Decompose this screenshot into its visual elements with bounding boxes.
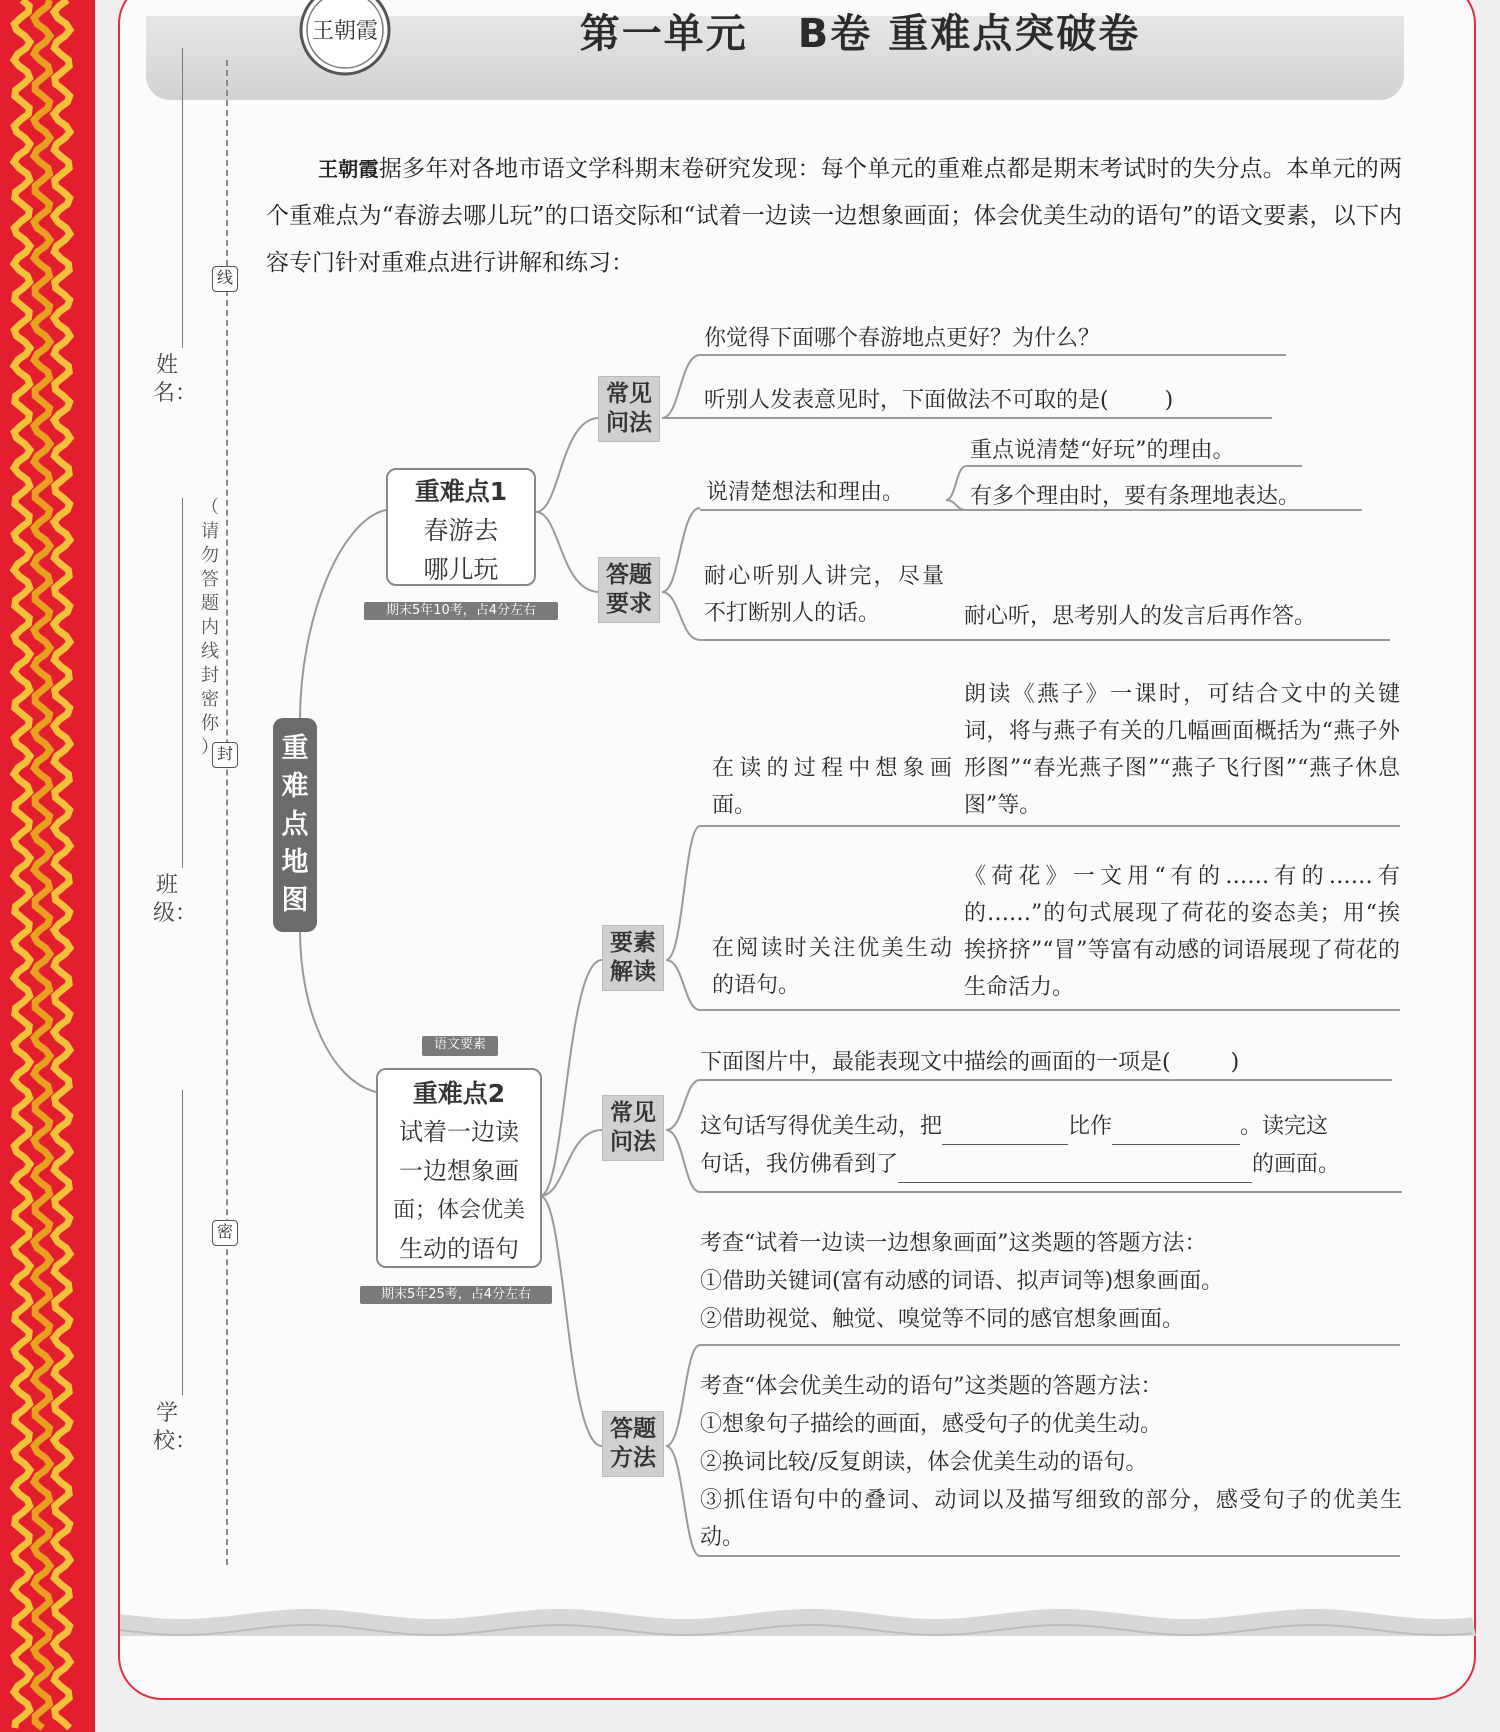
footer-wave-decoration [120,1596,1476,1660]
node1-line-2: 哪儿玩 [423,555,499,584]
node-key-point-2 [376,1068,542,1268]
intro-brand: 王朝霞 [318,157,379,181]
node-key-point-1 [386,468,536,586]
node2-title: 重难点2 [412,1079,506,1108]
seal-tag-seal: 封 [212,742,238,768]
node2-element-2-detail: 《荷花》一文用“有的……有的……有的……”的句式展现了荷花的姿态美；用“挨挨挤挤”“冒”等富有动感的词语展现了荷花的生命活力。 [964,864,1400,1000]
node2-line-4: 生动的语句 [399,1235,519,1263]
seal-tag-secret: 密 [212,1220,238,1246]
node1-title: 重难点1 [414,477,508,506]
blank-compare-object[interactable] [1112,1117,1240,1145]
node2-line-3: 面；体会优美 [392,1198,525,1223]
node1-req-2a: 耐心听，思考别人的发言后再作答。 [964,604,1317,629]
node2-method-1-title: 考查“试着一边读一边想象画面”这类题的答题方法： [700,1231,1207,1256]
seal-note: （ 请 勿 答 题 内 线 封 密 你 ） [201,497,219,758]
node2-method-1-item-1: ①借助关键词(富有动感的词语、拟声词等)想象画面。 [700,1269,1224,1294]
node2-element-2: 在阅读时关注优美生动的语句。 [712,936,952,998]
title-paper: B卷 重难点突破卷 [797,11,1141,57]
node2-element-1: 在读的过程中想象画面。 [712,756,952,818]
node2-cat-common-questions: 常见问法 [602,1095,664,1161]
node2-element-1-detail: 朗读《燕子》一课时，可结合文中的关键词，将与燕子有关的几幅画面概括为“燕子外形图”“春光燕子图”“燕子飞行图”“燕子休息图”等。 [964,682,1400,818]
node2-method-2-item-1: ①想象句子描绘的画面，感受句子的优美生动。 [700,1412,1163,1437]
node2-question-2-line-1: 这句话写得优美生动，把 比作 。读完这 [700,1108,1328,1145]
node2-line-1: 试着一边读 [399,1118,519,1146]
logo-text: 王朝霞 [311,19,379,44]
node2-question-2-line-2: 句话，我仿佛看到了 的画面。 [700,1146,1340,1183]
seal-tag-line: 线 [212,266,238,292]
node2-method-2-item-2: ②换词比较/反复朗读，体会优美生动的语句。 [700,1450,1148,1475]
node2-cat-answer-methods: 答题方法 [602,1411,664,1477]
title-unit: 第一单元 [579,11,748,57]
node2-tag: 语文要素 [422,1036,498,1056]
node2-method-2-item-3: ③抓住语句中的叠词、动词以及描写细致的部分，感受句子的优美生动。 [700,1488,1402,1550]
intro-text: 据多年对各地市语文学科期末卷研究发现：每个单元的重难点都是期末考试时的失分点。本单元的两个重难点为“春游去哪儿玩”的口语交际和“试着一边读一边想象画面；体会优美生动的语句”的语文要素，以下内容专门针对重难点进行讲解和练习： [266,156,1403,276]
blank-imagined-scene[interactable] [898,1155,1252,1183]
node1-exam-badge: 期末5年10考，占4分左右 [364,602,558,620]
node2-cat-element-interpretation: 要素解读 [602,925,664,991]
node1-req-1b: 有多个理由时，要有条理地表达。 [970,484,1301,509]
field-label-class: 班级： [153,873,198,926]
node2-line-2: 一边想象画 [399,1157,519,1185]
field-label-name: 姓名： [153,353,198,406]
node1-req-2: 耐心听别人讲完，尽量不打断别人的话。 [704,564,944,626]
node1-cat-answer-requirements: 答题要求 [598,557,660,623]
root-label: 重难点地图 [281,733,309,916]
node1-question-1: 你觉得下面哪个春游地点更好？为什么？ [704,326,1101,351]
node1-req-1: 说清楚想法和理由。 [706,480,905,505]
node2-exam-badge: 期末5年25考，占4分左右 [360,1286,552,1304]
node1-req-1a: 重点说清楚“好玩”的理由。 [970,438,1235,463]
node1-line-1: 春游去 [423,516,499,545]
node2-method-1-item-2: ②借助视觉、触觉、嗅觉等不同的感官想象画面。 [700,1307,1185,1332]
node1-cat-common-questions: 常见问法 [598,376,660,442]
blank-compare-subject[interactable] [942,1117,1068,1145]
field-label-school: 学校： [153,1401,198,1454]
node1-question-2: 听别人发表意见时，下面做法不可取的是( ) [704,388,1174,413]
node2-question-1: 下面图片中，最能表现文中描绘的画面的一项是( ) [700,1050,1240,1075]
mind-map-root [273,718,317,932]
node2-method-2-title: 考查“体会优美生动的语句”这类题的答题方法： [700,1374,1163,1399]
